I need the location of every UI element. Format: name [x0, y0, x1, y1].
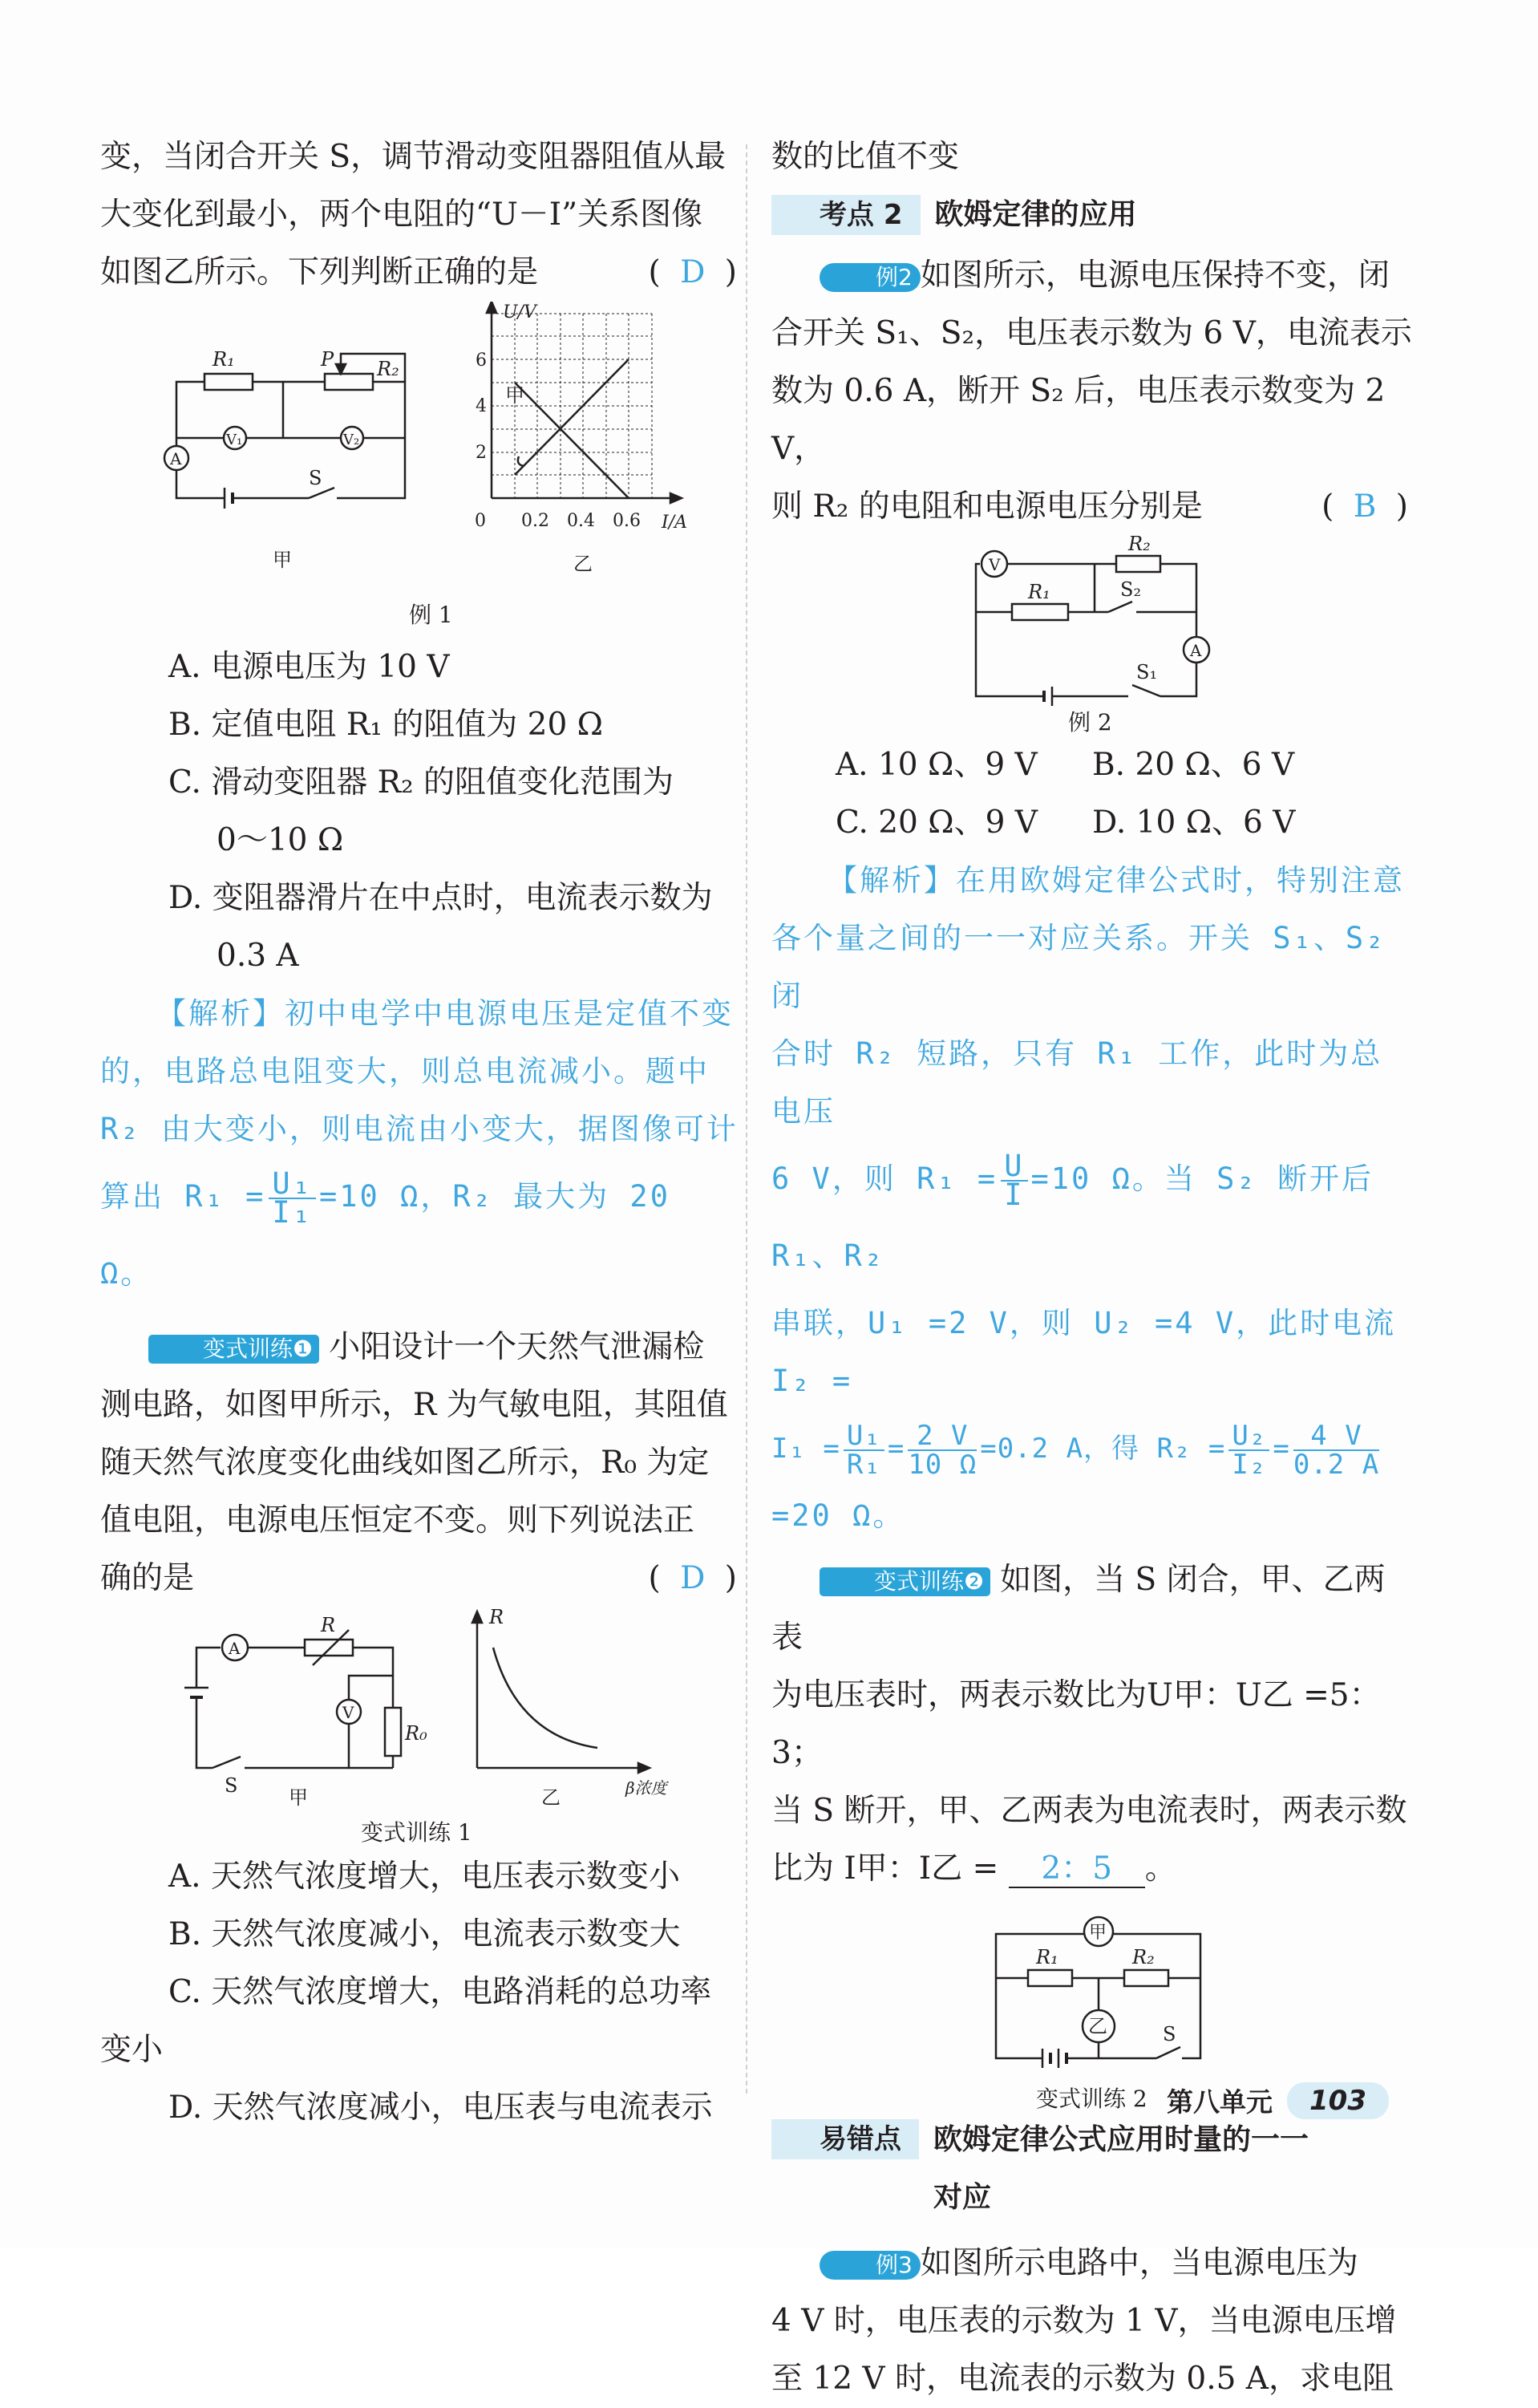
- label-P: P: [321, 348, 334, 371]
- label-R: R: [321, 1614, 336, 1636]
- x-tick: 0.2: [521, 511, 549, 531]
- section-label: 易错点: [771, 2119, 919, 2159]
- var2-stem: 变式训练❷ 如图，当 S 闭合，甲、乙两表: [771, 1562, 1386, 1656]
- y-tick: 2: [476, 443, 487, 463]
- var1-answer: D: [680, 1560, 710, 1596]
- fraction: $\frac{U}{I}$: [1001, 1153, 1027, 1209]
- page-footer: [1167, 2082, 1389, 2119]
- y-tick: 4: [476, 396, 487, 416]
- ex3-stem: 例3 如图所示电路中，当电源电压为: [771, 2235, 1413, 2292]
- label-S1: S₁: [1136, 661, 1158, 683]
- r-curve: [493, 1648, 597, 1748]
- label-S: S: [225, 1774, 238, 1797]
- section-heading-yicuodian: [771, 2119, 1413, 2227]
- ex2-answer: B: [1353, 488, 1382, 525]
- section-title: 欧姆定律公式应用时量的一一 对应: [933, 2123, 1309, 2214]
- option-d: D. 10 Ω、6 V: [1092, 805, 1296, 841]
- option-d: D. 变阻器滑片在中点时，电流表示数为: [168, 880, 713, 916]
- label-V: V: [342, 1703, 354, 1722]
- resistor-R2: [1116, 556, 1160, 572]
- ex3-line: 至 12 V 时，电流表的示数为 0.5 A，求电阻: [771, 2361, 1394, 2397]
- answer-bracket: ( D ): [648, 254, 742, 290]
- ex2-analysis: 【解析】在用欧姆定律公式时，特别注意 各个量之间的一一对应关系。开关 S₁、S₂ 闭 合时 R₂ 短路，只有 R₁ 工作，此时为总电压 6 V，则 R₁ = $\frac{U}{I}$ =10 Ω。当 S₂ 断开后 R₁、R₂ 串联，U₁ =2 V，则 U₂ =4 V，此时电流 I₂ = I₁ = $\frac{\text{U₁}}{\text{R₁}}$ = $\frac{2 V}{10 \Omega}$ =0.2 A，得 R₂ = $\frac{\text{U₂}}{\text{I₂}}$ = $\frac{4 V}{0.2 A}$ =20 Ω。: [771, 863, 1405, 1533]
- graph-jia-label: 甲: [505, 384, 524, 407]
- ex2-stem: 例2 如图所示，电源电压保持不变，闭: [771, 247, 1413, 305]
- label-R2: R₂: [1128, 536, 1151, 555]
- resistor-R0: [385, 1708, 401, 1756]
- gas-sensor-R: [305, 1640, 353, 1656]
- ex1-figure: [116, 302, 726, 638]
- answer-bracket: ( B ): [1321, 488, 1413, 525]
- y-tick: 6: [476, 351, 487, 371]
- var1-stem: 变式训练❶ 小阳设计一个天然气泄漏检: [100, 1319, 742, 1376]
- figure-caption: 例 1: [409, 602, 453, 628]
- ex1-question-line: 如图乙所示。下列判断正确的是 ( D ): [100, 244, 742, 302]
- label-jia: 甲: [289, 1786, 308, 1809]
- ex2-options-row: [771, 736, 1413, 794]
- ex2-question-line: 则 R₂ 的电阻和电源电压分别是 ( B ): [771, 478, 1413, 536]
- answer-bracket: ( D ): [648, 1560, 742, 1596]
- y-axis-label: U/V: [503, 302, 536, 322]
- line-R1: [515, 359, 629, 475]
- label-jia: 甲: [273, 549, 292, 571]
- graph-arrow: [518, 456, 524, 466]
- circuit-jia: [184, 1614, 427, 1809]
- line-R2: [515, 383, 629, 498]
- page-number: 103: [1287, 2082, 1389, 2119]
- var1-line: 随天然气浓度变化曲线如图乙所示，R₀ 为定: [100, 1445, 710, 1481]
- ex3-badge: 例3: [820, 2251, 921, 2280]
- label-R0: R₀: [405, 1722, 427, 1745]
- var1-line: 值电阻，电源电压恒定不变。则下列说法正: [100, 1502, 695, 1538]
- label-R1: R₁: [212, 348, 235, 371]
- column-divider: [746, 144, 747, 2094]
- ex2-line: 合开关 S₁、S₂，电压表示数为 6 V，电流表示: [771, 315, 1412, 351]
- label-S: S: [309, 467, 322, 489]
- ex3-line: 4 V 时，电压表的示数为 1 V，当电源电压增: [771, 2303, 1397, 2339]
- label-V1: V₁: [226, 432, 243, 448]
- var2-line: 当 S 断开，甲、乙两表为电流表时，两表示数: [771, 1793, 1407, 1829]
- label-yi: 乙: [541, 1786, 561, 1809]
- label-R1: R₁: [1028, 581, 1050, 603]
- var1-question-line: 确的是 ( D ): [100, 1550, 742, 1607]
- r-concentration-graph: [472, 1607, 670, 1809]
- label-R2: R₂: [1132, 1946, 1155, 1968]
- option-c: C. 20 Ω、9 V: [836, 805, 1038, 841]
- option-c: C. 天然气浓度增大，电路消耗的总功率: [168, 1974, 712, 2010]
- option-b: B. 20 Ω、6 V: [1092, 747, 1295, 783]
- resistor-R1: [1028, 1970, 1072, 1986]
- ex2-options-row: [771, 794, 1413, 852]
- section-title: 欧姆定律的应用: [934, 198, 1137, 231]
- fraction: $\frac{\text{U₂}}{\text{I₂}}$: [1228, 1422, 1269, 1478]
- ex2-badge: 例2: [820, 263, 921, 292]
- ex1-answer: D: [680, 254, 710, 290]
- y-axis-label: R: [489, 1607, 504, 1628]
- label-S2: S₂: [1120, 578, 1142, 601]
- option-d-cont: 数的比值不变: [771, 139, 960, 175]
- rheostat-R2: [325, 374, 373, 390]
- option-a: A. 10 Ω、9 V: [836, 747, 1038, 783]
- option-d: D. 天然气浓度减小，电压表与电流表示: [168, 2090, 713, 2126]
- option-c: C. 滑动变阻器 R₂ 的阻值变化范围为: [168, 764, 674, 801]
- x-tick: 0.6: [613, 511, 641, 531]
- resistor-R1: [1012, 604, 1068, 620]
- label-jia: 甲: [1089, 1923, 1107, 1943]
- label-V2: V₂: [343, 432, 360, 448]
- label-R2: R₂: [377, 358, 399, 380]
- var2-answer-blank: 2：5: [1009, 1851, 1145, 1888]
- resistor-R2: [1124, 1970, 1168, 1986]
- origin-label: 0: [475, 511, 486, 531]
- unit-label: 第八单元: [1167, 2086, 1273, 2118]
- figure-caption: 变式训练 1: [361, 1819, 472, 1846]
- fraction: $\frac{4 V}{0.2 A}$: [1293, 1419, 1380, 1481]
- analysis-tag: 【解析】: [828, 863, 956, 898]
- fraction: $\frac{\text{U₁}}{\text{R₁}}$: [844, 1422, 884, 1478]
- resistor-R1: [204, 374, 253, 390]
- option-b: B. 定值电阻 R₁ 的阻值为 20 Ω: [168, 707, 604, 743]
- ex1-analysis: 【解析】初中电学中电源电压是定值不变 的，电路总电阻变大，则总电流减小。题中 R₂ 由大变小，则电流由小变大，据图像可计 算出 R₁ = $\frac{\text{U₁}}{\text{I₁}}$ =10 Ω，R₂ 最大为 20 Ω。: [100, 996, 739, 1291]
- option-a: A. 天然气浓度增大，电压表示数变小: [168, 1859, 680, 1895]
- label-A: A: [229, 1639, 241, 1658]
- fraction: $\frac{2 V}{10 \Omega}$: [908, 1419, 977, 1481]
- right-column: [771, 128, 1413, 2408]
- left-column: [100, 128, 742, 2137]
- figure-caption: 例 2: [1068, 709, 1112, 736]
- ex2-figure: [787, 536, 1397, 736]
- ex2-line: 数为 0.6 A，断开 S₂ 后，电压表示数变为 2 V，: [771, 373, 1386, 467]
- fraction: $\frac{\text{U₁}}{\text{I₁}}$: [269, 1170, 316, 1226]
- ex1-intro-line: 大变化到最小，两个电阻的“U－I”关系图像: [100, 197, 703, 233]
- section-heading-kaodian2: [771, 191, 1413, 239]
- var2-badge: 变式训练❷: [820, 1567, 990, 1596]
- label-S: S: [1163, 2023, 1176, 2045]
- figure-caption: 变式训练 2: [1036, 2086, 1147, 2112]
- var2-line: 为电压表时，两表示数比为U甲：U乙 =5：3；: [771, 1677, 1381, 1771]
- option-b: B. 天然气浓度减小，电流表示数变大: [168, 1916, 681, 1952]
- var2-question-line: 比为 I甲：I乙 = 2：5 。: [771, 1851, 1176, 1887]
- ex1-intro-line: 变，当闭合开关 S，调节滑动变阻器阻值从最: [100, 139, 727, 175]
- circuit-jia: [164, 348, 405, 571]
- label-V: V: [989, 555, 1001, 574]
- ui-graph: [475, 302, 687, 575]
- x-axis-label: β浓度: [625, 1778, 667, 1798]
- label-yi: 乙: [573, 553, 593, 575]
- option-a: A. 电源电压为 10 V: [168, 649, 450, 685]
- var1-figure: [116, 1607, 726, 1848]
- x-axis-label: I/A: [662, 513, 687, 533]
- label-A: A: [1190, 641, 1202, 660]
- option-c-cont: 变小: [100, 2032, 164, 2068]
- var1-line: 测电路，如图甲所示，R 为气敏电阻，其阻值: [100, 1387, 728, 1423]
- label-A: A: [170, 449, 182, 468]
- option-d-cont: 0.3 A: [217, 938, 299, 974]
- x-tick: 0.4: [567, 511, 595, 531]
- section-label: 考点 2: [771, 195, 921, 235]
- option-c-cont: 0～10 Ω: [217, 822, 344, 858]
- label-yi: 乙: [1088, 2015, 1107, 2037]
- label-R1: R₁: [1036, 1946, 1058, 1968]
- var1-badge: 变式训练❶: [148, 1335, 319, 1364]
- analysis-tag: 【解析】: [156, 996, 285, 1031]
